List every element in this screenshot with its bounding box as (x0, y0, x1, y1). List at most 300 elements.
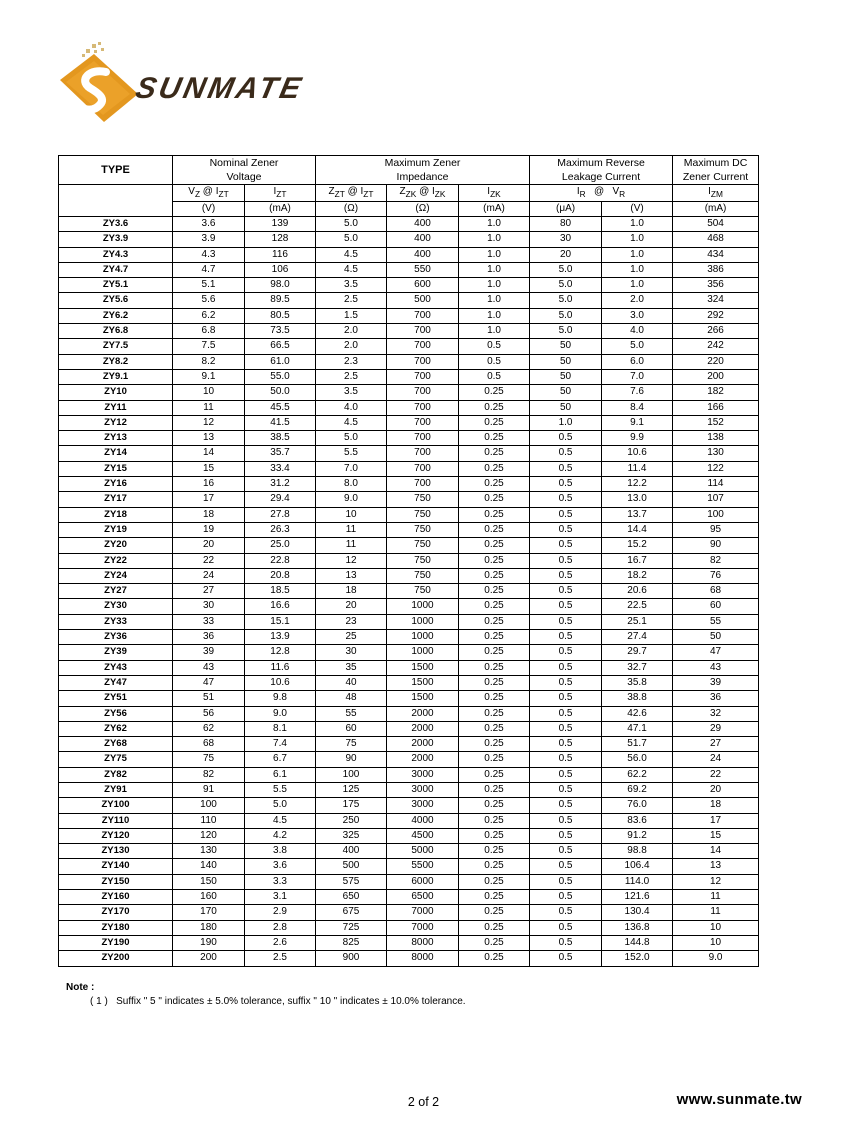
value-cell: 5.0 (530, 293, 602, 308)
value-cell: 41.5 (245, 415, 316, 430)
value-cell: 575 (316, 874, 387, 889)
table-header (59, 156, 759, 217)
value-cell: 9.8 (245, 691, 316, 706)
value-cell: 66.5 (245, 339, 316, 354)
value-cell: 2000 (387, 737, 459, 752)
value-cell: 3.8 (245, 844, 316, 859)
value-cell: 504 (673, 217, 759, 232)
type-cell: ZY56 (59, 706, 173, 721)
value-cell: 83.6 (602, 813, 673, 828)
value-cell: 6.1 (245, 767, 316, 782)
value-cell: 29 (673, 721, 759, 736)
table-row (59, 446, 759, 461)
value-cell: 91 (173, 782, 245, 797)
value-cell: 5.6 (173, 293, 245, 308)
unit-cell: (mA) (459, 202, 530, 217)
value-cell: 18.5 (245, 584, 316, 599)
value-cell: 0.25 (459, 645, 530, 660)
type-cell: ZY22 (59, 553, 173, 568)
value-cell: 98.8 (602, 844, 673, 859)
value-cell: 10.6 (245, 675, 316, 690)
value-cell: 27 (673, 737, 759, 752)
value-cell: 0.5 (530, 507, 602, 522)
value-cell: 0.25 (459, 599, 530, 614)
table-row (59, 293, 759, 308)
value-cell: 0.25 (459, 446, 530, 461)
value-cell: 175 (316, 798, 387, 813)
value-cell: 2.0 (316, 339, 387, 354)
value-cell: 100 (316, 767, 387, 782)
value-cell: 4.5 (245, 813, 316, 828)
value-cell: 0.25 (459, 507, 530, 522)
value-cell: 5000 (387, 844, 459, 859)
value-cell: 2.9 (245, 905, 316, 920)
value-cell: 324 (673, 293, 759, 308)
type-cell: ZY8.2 (59, 354, 173, 369)
value-cell: 15 (673, 828, 759, 843)
type-cell: ZY190 (59, 935, 173, 950)
value-cell: 26.3 (245, 522, 316, 537)
value-cell: 35 (316, 660, 387, 675)
type-cell: ZY68 (59, 737, 173, 752)
value-cell: 12 (173, 415, 245, 430)
value-cell: 13.9 (245, 630, 316, 645)
value-cell: 4.5 (316, 415, 387, 430)
value-cell: 32 (673, 706, 759, 721)
type-cell: ZY13 (59, 431, 173, 446)
value-cell: 166 (673, 400, 759, 415)
table-row (59, 798, 759, 813)
table-row (59, 477, 759, 492)
value-cell: 22 (173, 553, 245, 568)
value-cell: 0.25 (459, 584, 530, 599)
value-cell: 700 (387, 385, 459, 400)
table-row (59, 767, 759, 782)
value-cell: 0.25 (459, 828, 530, 843)
value-cell: 600 (387, 278, 459, 293)
value-cell: 125 (316, 782, 387, 797)
table-row (59, 553, 759, 568)
value-cell: 55 (316, 706, 387, 721)
type-cell: ZY6.8 (59, 324, 173, 339)
value-cell: 700 (387, 415, 459, 430)
value-cell: 5.5 (245, 782, 316, 797)
value-cell: 0.5 (530, 675, 602, 690)
value-cell: 7000 (387, 920, 459, 935)
value-cell: 700 (387, 324, 459, 339)
value-cell: 30 (530, 232, 602, 247)
table-row (59, 385, 759, 400)
value-cell: 60 (673, 599, 759, 614)
value-cell: 39 (173, 645, 245, 660)
value-cell: 0.5 (530, 782, 602, 797)
value-cell: 130.4 (602, 905, 673, 920)
value-cell: 60 (316, 721, 387, 736)
logo-dots (82, 42, 104, 57)
value-cell: 22.8 (245, 553, 316, 568)
value-cell: 76.0 (602, 798, 673, 813)
value-cell: 1.0 (459, 232, 530, 247)
value-cell: 0.5 (530, 874, 602, 889)
type-cell: ZY10 (59, 385, 173, 400)
value-cell: 27.8 (245, 507, 316, 522)
value-cell: 50 (530, 369, 602, 384)
value-cell: 14.4 (602, 522, 673, 537)
value-cell: 0.5 (530, 844, 602, 859)
value-cell: 500 (387, 293, 459, 308)
table-row (59, 507, 759, 522)
table-row (59, 782, 759, 797)
value-cell: 16 (173, 477, 245, 492)
table-row (59, 844, 759, 859)
table-row (59, 737, 759, 752)
value-cell: 0.25 (459, 935, 530, 950)
value-cell: 550 (387, 262, 459, 277)
value-cell: 0.5 (530, 767, 602, 782)
type-cell: ZY170 (59, 905, 173, 920)
value-cell: 10 (173, 385, 245, 400)
value-cell: 7000 (387, 905, 459, 920)
value-cell: 386 (673, 262, 759, 277)
symbol-row (59, 185, 759, 202)
value-cell: 200 (173, 951, 245, 966)
value-cell: 0.25 (459, 675, 530, 690)
value-cell: 114.0 (602, 874, 673, 889)
value-cell: 25.1 (602, 614, 673, 629)
value-cell: 10 (316, 507, 387, 522)
value-cell: 120 (173, 828, 245, 843)
value-cell: 39 (673, 675, 759, 690)
value-cell: 152.0 (602, 951, 673, 966)
value-cell: 36 (673, 691, 759, 706)
table-row (59, 369, 759, 384)
value-cell: 200 (673, 369, 759, 384)
value-cell: 30 (316, 645, 387, 660)
value-cell: 1.0 (602, 232, 673, 247)
value-cell: 20 (673, 782, 759, 797)
value-cell: 20 (173, 538, 245, 553)
value-cell: 13.0 (602, 492, 673, 507)
value-cell: 0.5 (530, 568, 602, 583)
value-cell: 0.5 (530, 951, 602, 966)
value-cell: 5.5 (316, 446, 387, 461)
type-cell: ZY7.5 (59, 339, 173, 354)
value-cell: 750 (387, 584, 459, 599)
value-cell: 8.2 (173, 354, 245, 369)
value-cell: 14 (173, 446, 245, 461)
value-cell: 0.5 (530, 752, 602, 767)
website-link[interactable]: www.sunmate.tw (676, 1091, 802, 1108)
table-row (59, 522, 759, 537)
value-cell: 3.9 (173, 232, 245, 247)
type-cell: ZY6.2 (59, 308, 173, 323)
value-cell: 400 (387, 247, 459, 262)
value-cell: 20.6 (602, 584, 673, 599)
value-cell: 23 (316, 614, 387, 629)
value-cell: 75 (173, 752, 245, 767)
value-cell: 8.1 (245, 721, 316, 736)
value-cell: 0.25 (459, 522, 530, 537)
value-cell: 98.0 (245, 278, 316, 293)
izm-symbol: $I_{ZM}$ (673, 185, 759, 202)
value-cell: 38.5 (245, 431, 316, 446)
value-cell: 29.7 (602, 645, 673, 660)
value-cell: 61.0 (245, 354, 316, 369)
type-cell: ZY4.3 (59, 247, 173, 262)
value-cell: 35.7 (245, 446, 316, 461)
value-cell: 0.25 (459, 415, 530, 430)
value-cell: 2.6 (245, 935, 316, 950)
value-cell: 700 (387, 354, 459, 369)
value-cell: 19 (173, 522, 245, 537)
value-cell: 68 (173, 737, 245, 752)
type-cell: ZY62 (59, 721, 173, 736)
value-cell: 24 (673, 752, 759, 767)
value-cell: 42.6 (602, 706, 673, 721)
value-cell: 1000 (387, 614, 459, 629)
value-cell: 9.0 (245, 706, 316, 721)
value-cell: 0.25 (459, 920, 530, 935)
type-cell: ZY200 (59, 951, 173, 966)
value-cell: 750 (387, 553, 459, 568)
value-cell: 3000 (387, 798, 459, 813)
value-cell: 55 (673, 614, 759, 629)
value-cell: 76 (673, 568, 759, 583)
value-cell: 36 (173, 630, 245, 645)
value-cell: 0.25 (459, 691, 530, 706)
type-cell: ZY180 (59, 920, 173, 935)
zzk-symbol: $Z_{ZK}$ @ $I_{ZK}$ (387, 185, 459, 202)
value-cell: 9.0 (316, 492, 387, 507)
value-cell: 8000 (387, 935, 459, 950)
type-cell: ZY12 (59, 415, 173, 430)
value-cell: 1.0 (530, 415, 602, 430)
value-cell: 18 (673, 798, 759, 813)
value-cell: 20 (530, 247, 602, 262)
value-cell: 22 (673, 767, 759, 782)
value-cell: 0.5 (530, 477, 602, 492)
value-cell: 0.5 (530, 522, 602, 537)
value-cell: 75 (316, 737, 387, 752)
type-cell: ZY3.6 (59, 217, 173, 232)
value-cell: 13 (173, 431, 245, 446)
value-cell: 825 (316, 935, 387, 950)
table-row (59, 262, 759, 277)
value-cell: 1.0 (602, 262, 673, 277)
value-cell: 4500 (387, 828, 459, 843)
value-cell: 160 (173, 890, 245, 905)
table-row (59, 538, 759, 553)
value-cell: 400 (316, 844, 387, 859)
value-cell: 69.2 (602, 782, 673, 797)
value-cell: 138 (673, 431, 759, 446)
value-cell: 700 (387, 477, 459, 492)
value-cell: 1000 (387, 599, 459, 614)
table-row (59, 614, 759, 629)
value-cell: 13 (673, 859, 759, 874)
type-cell: ZY150 (59, 874, 173, 889)
max-reverse-leakage-header: Maximum Reverse (530, 156, 673, 171)
value-cell: 4.7 (173, 262, 245, 277)
value-cell: 140 (173, 859, 245, 874)
value-cell: 0.25 (459, 782, 530, 797)
type-cell: ZY140 (59, 859, 173, 874)
value-cell: 33.4 (245, 461, 316, 476)
value-cell: 50 (530, 339, 602, 354)
ir-vr-symbol: $I_R$ @ $V_R$ (530, 185, 673, 202)
value-cell: 1.0 (602, 247, 673, 262)
value-cell: 700 (387, 400, 459, 415)
value-cell: 292 (673, 308, 759, 323)
value-cell: 0.25 (459, 385, 530, 400)
value-cell: 22.5 (602, 599, 673, 614)
type-cell: ZY120 (59, 828, 173, 843)
value-cell: 150 (173, 874, 245, 889)
table-row (59, 935, 759, 950)
value-cell: 55.0 (245, 369, 316, 384)
value-cell: 0.5 (530, 431, 602, 446)
value-cell: 1.0 (459, 293, 530, 308)
value-cell: 7.0 (602, 369, 673, 384)
type-cell: ZY5.6 (59, 293, 173, 308)
value-cell: 0.25 (459, 951, 530, 966)
value-cell: 12.8 (245, 645, 316, 660)
value-cell: 9.1 (173, 369, 245, 384)
type-cell: ZY100 (59, 798, 173, 813)
izt-symbol: $I_{ZT}$ (245, 185, 316, 202)
value-cell: 1.0 (459, 247, 530, 262)
value-cell: 51 (173, 691, 245, 706)
value-cell: 82 (673, 553, 759, 568)
value-cell: 32.7 (602, 660, 673, 675)
type-cell: ZY19 (59, 522, 173, 537)
value-cell: 0.5 (530, 890, 602, 905)
table-row (59, 324, 759, 339)
table-body (59, 217, 759, 967)
table-row (59, 431, 759, 446)
type-cell: ZY91 (59, 782, 173, 797)
value-cell: 50 (673, 630, 759, 645)
table-row (59, 278, 759, 293)
value-cell: 11.6 (245, 660, 316, 675)
value-cell: 2.3 (316, 354, 387, 369)
value-cell: 0.25 (459, 538, 530, 553)
value-cell: 30 (173, 599, 245, 614)
value-cell: 90 (316, 752, 387, 767)
value-cell: 10 (673, 920, 759, 935)
value-cell: 8.0 (316, 477, 387, 492)
value-cell: 20 (316, 599, 387, 614)
value-cell: 0.5 (530, 614, 602, 629)
value-cell: 0.25 (459, 614, 530, 629)
table-row (59, 721, 759, 736)
value-cell: 1500 (387, 675, 459, 690)
table-row (59, 660, 759, 675)
value-cell: 700 (387, 339, 459, 354)
value-cell: 2.0 (316, 324, 387, 339)
table-row (59, 645, 759, 660)
type-cell: ZY16 (59, 477, 173, 492)
value-cell: 14 (673, 844, 759, 859)
logo-wordmark: SUNMATE (132, 72, 307, 105)
value-cell: 51.7 (602, 737, 673, 752)
value-cell: 700 (387, 431, 459, 446)
value-cell: 114 (673, 477, 759, 492)
value-cell: 7.6 (602, 385, 673, 400)
value-cell: 700 (387, 446, 459, 461)
value-cell: 31.2 (245, 477, 316, 492)
type-cell: ZY15 (59, 461, 173, 476)
value-cell: 0.5 (530, 798, 602, 813)
value-cell: 180 (173, 920, 245, 935)
value-cell: 2.8 (245, 920, 316, 935)
value-cell: 325 (316, 828, 387, 843)
table-row (59, 951, 759, 966)
value-cell: 80 (530, 217, 602, 232)
type-cell: ZY24 (59, 568, 173, 583)
value-cell: 18 (173, 507, 245, 522)
value-cell: 220 (673, 354, 759, 369)
max-zener-impedance-header-2: Impedance (316, 170, 530, 185)
value-cell: 750 (387, 492, 459, 507)
value-cell: 8.4 (602, 400, 673, 415)
value-cell: 17 (173, 492, 245, 507)
value-cell: 750 (387, 538, 459, 553)
value-cell: 15.1 (245, 614, 316, 629)
value-cell: 4.0 (316, 400, 387, 415)
nominal-zener-voltage-header-2: Voltage (173, 170, 316, 185)
table-row (59, 415, 759, 430)
value-cell: 4.5 (316, 262, 387, 277)
value-cell: 0.5 (530, 492, 602, 507)
value-cell: 139 (245, 217, 316, 232)
value-cell: 11 (316, 538, 387, 553)
value-cell: 0.25 (459, 477, 530, 492)
value-cell: 0.25 (459, 752, 530, 767)
type-cell: ZY110 (59, 813, 173, 828)
value-cell: 6.2 (173, 308, 245, 323)
value-cell: 12 (673, 874, 759, 889)
value-cell: 0.5 (530, 737, 602, 752)
value-cell: 4.5 (316, 247, 387, 262)
value-cell: 1.0 (602, 217, 673, 232)
value-cell: 1000 (387, 645, 459, 660)
table-row (59, 568, 759, 583)
value-cell: 0.5 (530, 813, 602, 828)
table-row (59, 400, 759, 415)
value-cell: 11 (173, 400, 245, 415)
type-cell: ZY82 (59, 767, 173, 782)
izk-symbol: $I_{ZK}$ (459, 185, 530, 202)
table-row (59, 890, 759, 905)
value-cell: 9.9 (602, 431, 673, 446)
value-cell: 3.5 (316, 385, 387, 400)
value-cell: 25.0 (245, 538, 316, 553)
value-cell: 500 (316, 859, 387, 874)
value-cell: 56 (173, 706, 245, 721)
value-cell: 5500 (387, 859, 459, 874)
value-cell: 7.0 (316, 461, 387, 476)
value-cell: 750 (387, 568, 459, 583)
value-cell: 17 (673, 813, 759, 828)
value-cell: 6.7 (245, 752, 316, 767)
table-row (59, 828, 759, 843)
type-cell: ZY5.1 (59, 278, 173, 293)
type-cell: ZY9.1 (59, 369, 173, 384)
value-cell: 27.4 (602, 630, 673, 645)
value-cell: 5.0 (530, 262, 602, 277)
value-cell: 106.4 (602, 859, 673, 874)
